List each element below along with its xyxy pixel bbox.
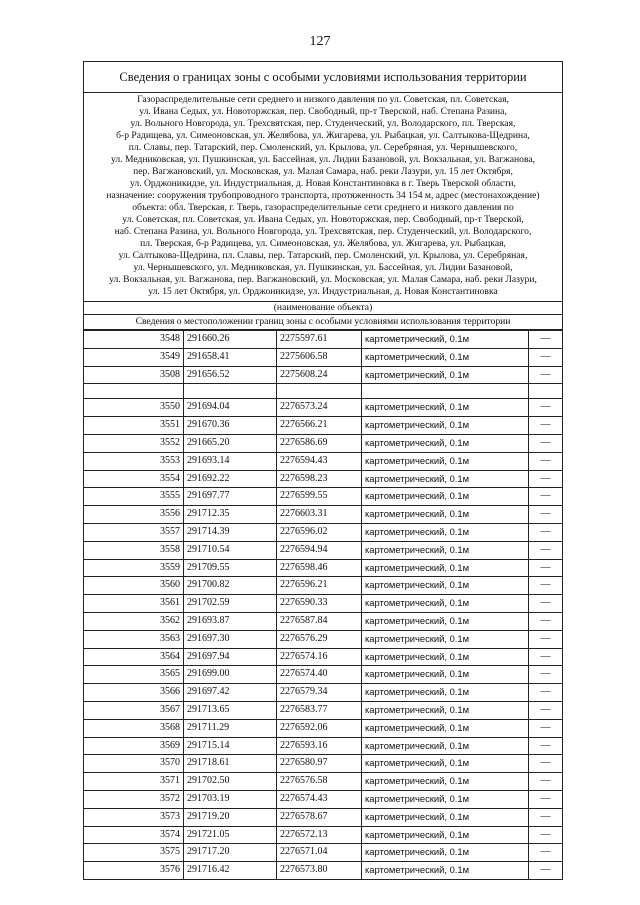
method-accuracy: картометрический, 0.1м — [362, 577, 529, 595]
y-coordinate: 2276587.84 — [277, 612, 362, 630]
error-value: — — [529, 506, 563, 524]
method-accuracy: картометрический, 0.1м — [362, 737, 529, 755]
y-coordinate: 2276598.23 — [277, 470, 362, 488]
x-coordinate: 291660.26 — [184, 331, 277, 349]
object-name-label: (наименование объекта) — [84, 302, 562, 315]
x-coordinate: 291711.29 — [184, 719, 277, 737]
coordinates-table-body — [84, 331, 563, 880]
y-coordinate: 2276571.04 — [277, 844, 362, 862]
method-accuracy: картометрический, 0.1м — [362, 366, 529, 384]
table-row — [84, 417, 563, 435]
point-number: 3553 — [84, 452, 184, 470]
method-accuracy: картометрический, 0.1м — [362, 399, 529, 417]
error-value: — — [529, 559, 563, 577]
method-accuracy: картометрический, 0.1м — [362, 452, 529, 470]
point-number: 3566 — [84, 684, 184, 702]
y-coordinate: 2276573.80 — [277, 862, 362, 880]
x-coordinate: 291713.65 — [184, 701, 277, 719]
point-number: 3567 — [84, 701, 184, 719]
method-accuracy: картометрический, 0.1м — [362, 719, 529, 737]
point-number: 3573 — [84, 808, 184, 826]
point-number: 3554 — [84, 470, 184, 488]
x-coordinate: 291665.20 — [184, 434, 277, 452]
error-value: — — [529, 399, 563, 417]
error-value: — — [529, 595, 563, 613]
table-row — [84, 470, 563, 488]
page-number: 127 — [309, 34, 331, 49]
method-accuracy: картометрический, 0.1м — [362, 417, 529, 435]
x-coordinate: 291710.54 — [184, 541, 277, 559]
y-coordinate: 2275608.24 — [277, 366, 362, 384]
point-number: 3555 — [84, 488, 184, 506]
method-accuracy: картометрический, 0.1м — [362, 559, 529, 577]
y-coordinate: 2276598.46 — [277, 559, 362, 577]
method-accuracy: картометрический, 0.1м — [362, 348, 529, 366]
error-value: — — [529, 348, 563, 366]
error-value: — — [529, 612, 563, 630]
error-value: — — [529, 684, 563, 702]
document-body — [83, 61, 563, 880]
error-value: — — [529, 862, 563, 880]
point-number: 3560 — [84, 577, 184, 595]
error-value: — — [529, 701, 563, 719]
y-coordinate: 2276583.77 — [277, 701, 362, 719]
method-accuracy: картометрический, 0.1м — [362, 755, 529, 773]
table-row — [84, 808, 563, 826]
x-coordinate: 291699.00 — [184, 666, 277, 684]
point-number: 3552 — [84, 434, 184, 452]
method-accuracy: картометрический, 0.1м — [362, 701, 529, 719]
coordinates-table — [83, 330, 563, 880]
table-row — [84, 773, 563, 791]
table-row — [84, 630, 563, 648]
object-description: Газораспределительные сети среднего и низкого давления по ул. Советская, пл. Советская, ул. Ивана Седых, ул. Новоторжская, пер. Свободный, пр-т Тверской, наб. Степана Разина, ул. Вольного Новгорода, ул. Трехсвятская, пер. Студенческий, ул. Володарского, пл. Тверская, б-р Радищева, ул. Симеоновская, ул. Желябова, ул. Жигарева, ул. Рыбацкая, ул. Салтыкова-Щедрина, пл. Славы, пер. Татарский, пер. Смоленский, ул. Крылова, ул. Серебряная, ул. Чернышевского, ул. Медниковская, ул. Пушкинская, ул. Бассейная, ул. Лидии Базановой, ул. Вокзальная, ул. Вагжанова, пер. Вагжановский, ул. Московская, ул. Малая Самара, наб. реки Лазури, ул. 15 лет Октября, ул. Орджоникидзе, ул. Индустриальная, д. Новая Константиновка в г. Тверь Тверской области, назначение: сооружения трубопроводного транспорта, протяженность 34 154 м, адрес (местонахождение) объекта: обл. Тверская, г. Тверь, газораспределительные сети среднего и низкого давления по ул. Советская, пл. Советская, ул. Ивана Седых, ул. Новоторжская, пер. Свободный, пр-т Тверской, наб. Степана Разина, ул. Вольного Новгорода, ул. Трехсвятская, пер. Студенческий, ул. Володарского, пл. Тверская, б-р Радищева, ул. Симеоновская, ул. Желябова, ул. Жигарева, ул. Рыбацкая, ул. Салтыкова-Щедрина, пл. Славы, пер. Татарский, пер. Смоленский, ул. Крылова, ул. Серебряная, ул. Чернышевского, ул. Медниковская, ул. Пушкинская, ул. Бассейная, ул. Лидии Базановой, ул. Вокзальная, ул. Вагжанова, пер. Вагжановский, ул. Московская, ул. Малая Самара, наб. реки Лазури, ул. 15 лет Октября, ул. Орджоникидзе, ул. Индустриальная, д. Новая Константиновка — [84, 93, 562, 302]
point-number: 3548 — [84, 331, 184, 349]
x-coordinate: 291670.36 — [184, 417, 277, 435]
table-separator-row — [84, 384, 563, 399]
point-number: 3569 — [84, 737, 184, 755]
error-value: — — [529, 666, 563, 684]
y-coordinate: 2276593.16 — [277, 737, 362, 755]
x-coordinate: 291697.77 — [184, 488, 277, 506]
method-accuracy: картометрический, 0.1м — [362, 862, 529, 880]
error-value: — — [529, 452, 563, 470]
y-coordinate: 2276592.06 — [277, 719, 362, 737]
table-row — [84, 434, 563, 452]
y-coordinate: 2276572.13 — [277, 826, 362, 844]
table-row — [84, 737, 563, 755]
y-coordinate: 2276603.31 — [277, 506, 362, 524]
y-coordinate: 2276586.69 — [277, 434, 362, 452]
empty-cell — [362, 384, 529, 399]
table-row — [84, 666, 563, 684]
x-coordinate: 291700.82 — [184, 577, 277, 595]
method-accuracy: картометрический, 0.1м — [362, 488, 529, 506]
error-value: — — [529, 577, 563, 595]
table-row — [84, 331, 563, 349]
y-coordinate: 2276590.33 — [277, 595, 362, 613]
error-value: — — [529, 790, 563, 808]
method-accuracy: картометрический, 0.1м — [362, 331, 529, 349]
point-number: 3574 — [84, 826, 184, 844]
point-number: 3575 — [84, 844, 184, 862]
x-coordinate: 291656.52 — [184, 366, 277, 384]
y-coordinate: 2276580.97 — [277, 755, 362, 773]
point-number: 3564 — [84, 648, 184, 666]
x-coordinate: 291712.35 — [184, 506, 277, 524]
error-value: — — [529, 648, 563, 666]
x-coordinate: 291714.39 — [184, 523, 277, 541]
x-coordinate: 291692.22 — [184, 470, 277, 488]
y-coordinate: 2276594.43 — [277, 452, 362, 470]
error-value: — — [529, 808, 563, 826]
error-value: — — [529, 719, 563, 737]
point-number: 3561 — [84, 595, 184, 613]
y-coordinate: 2276578.67 — [277, 808, 362, 826]
point-number: 3550 — [84, 399, 184, 417]
empty-cell — [277, 384, 362, 399]
table-row — [84, 366, 563, 384]
x-coordinate: 291658.41 — [184, 348, 277, 366]
location-title: Сведения о местоположении границ зоны с особыми условиями использования территории — [84, 315, 562, 330]
method-accuracy: картометрический, 0.1м — [362, 648, 529, 666]
error-value: — — [529, 541, 563, 559]
y-coordinate: 2276574.43 — [277, 790, 362, 808]
method-accuracy: картометрический, 0.1м — [362, 684, 529, 702]
zone-title: Сведения о границах зоны с особыми условиями использования территории — [84, 62, 562, 93]
error-value: — — [529, 417, 563, 435]
method-accuracy: картометрический, 0.1м — [362, 595, 529, 613]
x-coordinate: 291697.42 — [184, 684, 277, 702]
error-value: — — [529, 755, 563, 773]
point-number: 3563 — [84, 630, 184, 648]
error-value: — — [529, 488, 563, 506]
table-row — [84, 506, 563, 524]
table-row — [84, 719, 563, 737]
zone-header — [83, 61, 563, 330]
table-row — [84, 488, 563, 506]
point-number: 3551 — [84, 417, 184, 435]
y-coordinate: 2276576.58 — [277, 773, 362, 791]
error-value: — — [529, 773, 563, 791]
y-coordinate: 2275606.58 — [277, 348, 362, 366]
table-row — [84, 755, 563, 773]
method-accuracy: картометрический, 0.1м — [362, 790, 529, 808]
x-coordinate: 291693.87 — [184, 612, 277, 630]
y-coordinate: 2276566.21 — [277, 417, 362, 435]
error-value: — — [529, 630, 563, 648]
table-row — [84, 844, 563, 862]
table-row — [84, 790, 563, 808]
x-coordinate: 291703.19 — [184, 790, 277, 808]
method-accuracy: картометрический, 0.1м — [362, 630, 529, 648]
error-value: — — [529, 331, 563, 349]
point-number: 3558 — [84, 541, 184, 559]
y-coordinate: 2276596.02 — [277, 523, 362, 541]
point-number: 3549 — [84, 348, 184, 366]
table-row — [84, 648, 563, 666]
error-value: — — [529, 366, 563, 384]
y-coordinate: 2276596.21 — [277, 577, 362, 595]
point-number: 3557 — [84, 523, 184, 541]
error-value: — — [529, 434, 563, 452]
y-coordinate: 2276579.34 — [277, 684, 362, 702]
error-value: — — [529, 470, 563, 488]
x-coordinate: 291697.30 — [184, 630, 277, 648]
table-row — [84, 399, 563, 417]
point-number: 3556 — [84, 506, 184, 524]
x-coordinate: 291693.14 — [184, 452, 277, 470]
method-accuracy: картометрический, 0.1м — [362, 612, 529, 630]
y-coordinate: 2276576.29 — [277, 630, 362, 648]
y-coordinate: 2276594.94 — [277, 541, 362, 559]
empty-cell — [184, 384, 277, 399]
x-coordinate: 291717.20 — [184, 844, 277, 862]
x-coordinate: 291721.05 — [184, 826, 277, 844]
error-value: — — [529, 523, 563, 541]
table-row — [84, 577, 563, 595]
y-coordinate: 2275597.61 — [277, 331, 362, 349]
method-accuracy: картометрический, 0.1м — [362, 541, 529, 559]
point-number: 3571 — [84, 773, 184, 791]
method-accuracy: картометрический, 0.1м — [362, 523, 529, 541]
point-number: 3565 — [84, 666, 184, 684]
x-coordinate: 291697.94 — [184, 648, 277, 666]
point-number: 3562 — [84, 612, 184, 630]
point-number: 3508 — [84, 366, 184, 384]
x-coordinate: 291694.04 — [184, 399, 277, 417]
table-row — [84, 541, 563, 559]
table-row — [84, 452, 563, 470]
table-row — [84, 826, 563, 844]
table-row — [84, 348, 563, 366]
x-coordinate: 291702.59 — [184, 595, 277, 613]
table-row — [84, 559, 563, 577]
table-row — [84, 684, 563, 702]
y-coordinate: 2276574.40 — [277, 666, 362, 684]
method-accuracy: картометрический, 0.1м — [362, 773, 529, 791]
method-accuracy: картометрический, 0.1м — [362, 808, 529, 826]
method-accuracy: картометрический, 0.1м — [362, 844, 529, 862]
empty-cell — [529, 384, 563, 399]
point-number: 3559 — [84, 559, 184, 577]
point-number: 3576 — [84, 862, 184, 880]
table-row — [84, 595, 563, 613]
x-coordinate: 291709.55 — [184, 559, 277, 577]
x-coordinate: 291719.20 — [184, 808, 277, 826]
method-accuracy: картометрический, 0.1м — [362, 666, 529, 684]
x-coordinate: 291718.61 — [184, 755, 277, 773]
y-coordinate: 2276574.16 — [277, 648, 362, 666]
table-row — [84, 862, 563, 880]
point-number: 3570 — [84, 755, 184, 773]
method-accuracy: картометрический, 0.1м — [362, 470, 529, 488]
table-row — [84, 701, 563, 719]
table-row — [84, 523, 563, 541]
point-number: 3568 — [84, 719, 184, 737]
y-coordinate: 2276599.55 — [277, 488, 362, 506]
point-number: 3572 — [84, 790, 184, 808]
x-coordinate: 291702.50 — [184, 773, 277, 791]
method-accuracy: картометрический, 0.1м — [362, 506, 529, 524]
table-row — [84, 612, 563, 630]
error-value: — — [529, 844, 563, 862]
error-value: — — [529, 826, 563, 844]
y-coordinate: 2276573.24 — [277, 399, 362, 417]
x-coordinate: 291715.14 — [184, 737, 277, 755]
method-accuracy: картометрический, 0.1м — [362, 826, 529, 844]
empty-cell — [84, 384, 184, 399]
error-value: — — [529, 737, 563, 755]
method-accuracy: картометрический, 0.1м — [362, 434, 529, 452]
x-coordinate: 291716.42 — [184, 862, 277, 880]
